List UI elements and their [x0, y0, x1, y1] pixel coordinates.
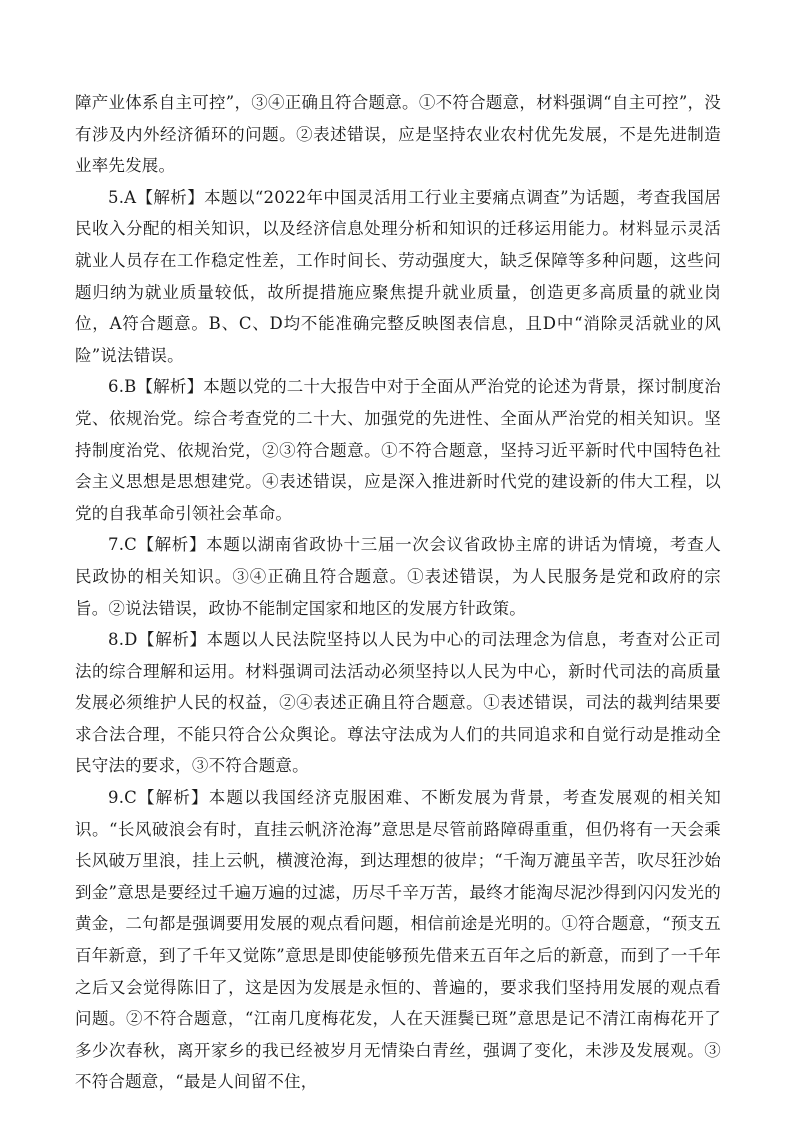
paragraph-answer-5 [75, 182, 721, 372]
paragraph-text: 本题以我国经济克服困难、不断发展为背景，考查发展观的相关知识。“长风破浪会有时，直挂云帆济沧海”意思是尽管前路障碍重重，但仍将有一天会乘长风破万里浪，挂上云帆，横渡沧海，到达理想的彼岸；“千淘万漉虽辛苦，吹尽狂沙始到金”意思是要经过千遍万遍的过滤，历尽千辛万苦，最终才能淘尽泥沙得到闪闪发光的黄金，二句都是强调要用发展的观点看问题，相信前途是光明的。①符合题意，“预支五百年新意，到了千年又觉陈”意思是即使能够预先借来五百年之后的新意，而到了一千年之后又会觉得陈旧了，这是因为发展是永恒的、普遍的，要求我们坚持用发展的观点看问题。②不符合题意，“江南几度梅花发，人在天涯鬓已斑”意思是记不清江南梅花开了多少次春秋，离开家乡的我已经被岁月无情染白青丝，强调了变化，未涉及发展观。③不符合题意，“最是人间留不住， [75, 788, 721, 1092]
paragraph-answer-8 [75, 624, 721, 782]
answer-label: 7.C【解析】 [108, 535, 207, 555]
paragraph-answer-7 [75, 529, 721, 624]
paragraph-answer-9 [75, 782, 721, 1098]
answer-label: 6.B【解析】 [108, 377, 204, 397]
paragraph-text: 本题以党的二十大报告中对于全面从严治党的论述为背景，探讨制度治党、依规治党。综合考查党的二十大、加强党的先进性、全面从严治党的相关知识。坚持制度治党、依规治党，②③符合题意。①不符合题意，坚持习近平新时代中国特色社会主义思想是思想建党。④表述错误，应是深入推进新时代党的建设新的伟大工程，以党的自我革命引领社会革命。 [75, 377, 721, 523]
paragraph-answer-6 [75, 371, 721, 529]
paragraph-continuation [75, 87, 721, 182]
paragraph-text: 障产业体系自主可控”，③④正确且符合题意。①不符合题意，材料强调“自主可控”，没有涉及内外经济循环的问题。②表述错误，应是坚持农业农村优先发展，不是先进制造业率先发展。 [75, 93, 721, 176]
answer-explanations [75, 87, 721, 1098]
answer-label: 5.A【解析】 [108, 187, 205, 207]
paragraph-text: 本题以人民法院坚持以人民为中心的司法理念为信息，考查对公正司法的综合理解和运用。材料强调司法活动必须坚持以人民为中心，新时代司法的高质量发展必须维护人民的权益，②④表述正确且符合题意。①表述错误，司法的裁判结果要求合法合理，不能只符合公众舆论。尊法守法成为人们的共同追求和自觉行动是推动全民守法的要求，③不符合题意。 [75, 630, 721, 776]
answer-label: 8.D【解析】 [108, 630, 207, 650]
answer-label: 9.C【解析】 [108, 788, 209, 808]
paragraph-text: 本题以“2022年中国灵活用工行业主要痛点调查”为话题，考查我国居民收入分配的相关知识，以及经济信息处理分析和知识的迁移运用能力。材料显示灵活就业人员存在工作稳定性差，工作时间长、劳动强度大，缺乏保障等多种问题，这些问题归纳为就业质量较低，故所提措施应聚焦提升就业质量，创造更多高质量的就业岗位，A符合题意。B、C、D均不能准确完整反映图表信息，且D中“消除灵活就业的风险”说法错误。 [75, 187, 721, 365]
paragraph-text: 本题以湖南省政协十三届一次会议省政协主席的讲话为情境，考查人民政协的相关知识。③④正确且符合题意。①表述错误，为人民服务是党和政府的宗旨。②说法错误，政协不能制定国家和地区的发展方针政策。 [75, 535, 721, 618]
